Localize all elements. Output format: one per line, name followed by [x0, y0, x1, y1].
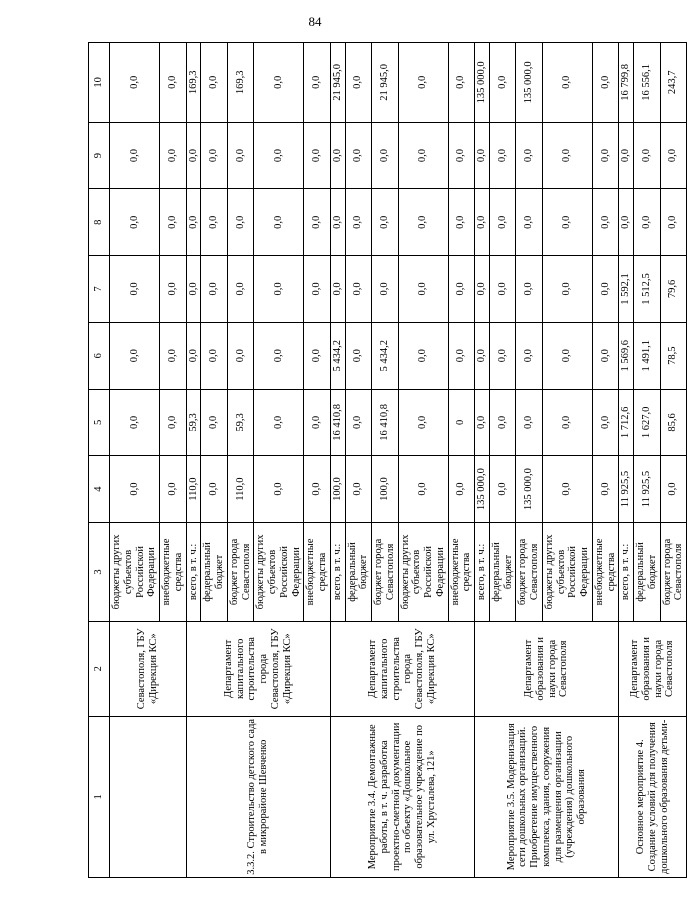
measure-name-cell — [110, 716, 187, 877]
funding-source-cell: всего, в т. ч.: — [475, 522, 490, 621]
col-header: 1 — [89, 716, 110, 877]
value-cell: 0,0 — [304, 189, 331, 256]
value-cell: 5 434,2 — [330, 322, 345, 389]
value-cell: 79,6 — [660, 256, 687, 323]
value-cell: 1 627,0 — [634, 389, 661, 456]
value-cell: 0,0 — [448, 322, 475, 389]
value-cell: 0,0 — [110, 256, 160, 323]
value-cell: 0,0 — [489, 189, 516, 256]
value-cell: 1 512,5 — [634, 256, 661, 323]
value-cell: 0,0 — [489, 256, 516, 323]
value-cell: 0,0 — [345, 322, 372, 389]
header-row — [89, 43, 110, 878]
page-number: 84 — [308, 14, 322, 29]
budget-table — [88, 42, 687, 878]
value-cell: 11 925,5 — [619, 456, 634, 523]
value-cell: 16 799,8 — [619, 43, 634, 123]
executor-cell: Департамент капитального строительства города Севастополя, ГБУ «Дирекция КС» — [330, 621, 474, 716]
value-cell: 169,3 — [227, 43, 254, 123]
value-cell: 0,0 — [592, 122, 619, 189]
value-cell: 0,0 — [448, 43, 475, 123]
value-cell: 0,0 — [160, 322, 187, 389]
value-cell: 0,0 — [448, 456, 475, 523]
col-header: 10 — [89, 43, 110, 123]
value-cell: 0,0 — [186, 189, 201, 256]
col-header: 3 — [89, 522, 110, 621]
value-cell: 0,0 — [254, 456, 304, 523]
value-cell: 0,0 — [330, 122, 345, 189]
value-cell: 100,0 — [330, 456, 345, 523]
value-cell: 0,0 — [592, 189, 619, 256]
executor-cell: Департамент образования и науки города Севастополя — [475, 621, 619, 716]
value-cell: 0,0 — [201, 389, 228, 456]
value-cell: 16 410,8 — [372, 389, 399, 456]
value-cell: 0,0 — [227, 322, 254, 389]
funding-source-cell: бюджет города Севастополя — [372, 522, 399, 621]
value-cell: 0,0 — [201, 322, 228, 389]
funding-source-cell: бюджет города Севастополя — [516, 522, 543, 621]
col-header: 6 — [89, 322, 110, 389]
value-cell: 0,0 — [304, 122, 331, 189]
value-cell: 0,0 — [304, 456, 331, 523]
value-cell: 0,0 — [110, 189, 160, 256]
value-cell: 0,0 — [516, 189, 543, 256]
value-cell: 243,7 — [660, 43, 687, 123]
value-cell: 0,0 — [254, 322, 304, 389]
value-cell: 0,0 — [592, 389, 619, 456]
table-row — [186, 43, 201, 878]
value-cell: 16 410,8 — [330, 389, 345, 456]
value-cell: 0,0 — [345, 122, 372, 189]
value-cell: 0,0 — [592, 43, 619, 123]
value-cell: 1 569,6 — [619, 322, 634, 389]
value-cell: 0,0 — [516, 122, 543, 189]
value-cell: 0,0 — [254, 122, 304, 189]
executor-cell: Департамент образования и науки города Севастополя — [619, 621, 687, 716]
value-cell: 110,0 — [227, 456, 254, 523]
value-cell: 0,0 — [448, 122, 475, 189]
value-cell: 0,0 — [398, 389, 448, 456]
funding-source-cell: федеральный бюджет — [489, 522, 516, 621]
value-cell: 1 592,1 — [619, 256, 634, 323]
value-cell: 0,0 — [398, 122, 448, 189]
value-cell: 0,0 — [201, 43, 228, 123]
value-cell: 0,0 — [372, 256, 399, 323]
value-cell: 0,0 — [542, 122, 592, 189]
value-cell: 0,0 — [516, 256, 543, 323]
value-cell: 0,0 — [542, 322, 592, 389]
value-cell: 0,0 — [201, 456, 228, 523]
value-cell: 0,0 — [160, 122, 187, 189]
value-cell: 0,0 — [475, 189, 490, 256]
value-cell: 0,0 — [475, 256, 490, 323]
col-header: 5 — [89, 389, 110, 456]
value-cell: 0,0 — [398, 322, 448, 389]
funding-source-cell: бюджет города Севастополя — [660, 522, 687, 621]
value-cell: 0,0 — [489, 122, 516, 189]
value-cell: 78,5 — [660, 322, 687, 389]
funding-source-cell: всего, в т. ч.: — [186, 522, 201, 621]
funding-source-cell: бюджеты других субъектов Российской Федерации — [542, 522, 592, 621]
value-cell: 0,0 — [660, 122, 687, 189]
value-cell: 0,0 — [592, 256, 619, 323]
value-cell: 0,0 — [330, 256, 345, 323]
value-cell: 21 945,0 — [330, 43, 345, 123]
value-cell: 0,0 — [592, 322, 619, 389]
value-cell: 0,0 — [304, 256, 331, 323]
funding-source-cell: всего, в т. ч.: — [330, 522, 345, 621]
value-cell: 0,0 — [304, 389, 331, 456]
value-cell: 0,0 — [619, 189, 634, 256]
col-header: 8 — [89, 189, 110, 256]
table-row — [330, 43, 345, 878]
value-cell: 0,0 — [542, 189, 592, 256]
value-cell: 0,0 — [186, 122, 201, 189]
value-cell: 0,0 — [110, 322, 160, 389]
value-cell: 0,0 — [516, 322, 543, 389]
value-cell: 0,0 — [516, 389, 543, 456]
value-cell: 5 434,2 — [372, 322, 399, 389]
value-cell: 0,0 — [448, 256, 475, 323]
value-cell: 0,0 — [372, 189, 399, 256]
value-cell: 135 000,0 — [475, 43, 490, 123]
value-cell: 0,0 — [201, 256, 228, 323]
value-cell: 0,0 — [398, 256, 448, 323]
funding-source-cell: внебюджетные средства — [448, 522, 475, 621]
value-cell: 0,0 — [227, 256, 254, 323]
value-cell: 0,0 — [254, 43, 304, 123]
value-cell: 0,0 — [254, 256, 304, 323]
value-cell: 0,0 — [345, 43, 372, 123]
value-cell: 0,0 — [489, 43, 516, 123]
value-cell: 0,0 — [227, 122, 254, 189]
rotated-table-container — [88, 42, 685, 878]
value-cell: 11 925,5 — [634, 456, 661, 523]
executor-cell: Севастополя, ГБУ «Дирекция КС» — [110, 621, 187, 716]
value-cell: 0,0 — [110, 389, 160, 456]
value-cell: 0,0 — [160, 43, 187, 123]
value-cell: 1 491,1 — [634, 322, 661, 389]
value-cell: 0,0 — [619, 122, 634, 189]
table-body — [110, 43, 687, 878]
value-cell: 0,0 — [227, 189, 254, 256]
value-cell: 0,0 — [110, 456, 160, 523]
value-cell: 135 000,0 — [516, 456, 543, 523]
funding-source-cell: внебюджетные средства — [160, 522, 187, 621]
executor-cell: Департамент капитального строительства города Севастополя, ГБУ «Дирекция КС» — [186, 621, 330, 716]
value-cell: 0,0 — [542, 256, 592, 323]
table-row — [475, 43, 490, 878]
table-row — [619, 43, 634, 878]
value-cell: 0,0 — [254, 189, 304, 256]
value-cell: 0,0 — [160, 389, 187, 456]
value-cell: 0,0 — [660, 189, 687, 256]
value-cell: 16 556,1 — [634, 43, 661, 123]
value-cell: 0,0 — [345, 456, 372, 523]
value-cell: 0,0 — [345, 189, 372, 256]
value-cell: 0 — [448, 389, 475, 456]
value-cell: 0,0 — [201, 122, 228, 189]
funding-source-cell: федеральный бюджет — [345, 522, 372, 621]
value-cell: 0,0 — [345, 389, 372, 456]
value-cell: 169,3 — [186, 43, 201, 123]
measure-name-cell: Мероприятие 3.4. Демонтажные работы, в т. ч. разработка проектно-сметной документации по объекту «Дошкольное образовательное учреждение по ул. Хрусталева, 121» — [330, 716, 474, 877]
value-cell: 0,0 — [110, 43, 160, 123]
value-cell: 0,0 — [634, 189, 661, 256]
funding-source-cell: внебюджетные средства — [592, 522, 619, 621]
value-cell: 0,0 — [489, 322, 516, 389]
value-cell: 0,0 — [475, 322, 490, 389]
value-cell: 100,0 — [372, 456, 399, 523]
funding-source-cell: внебюджетные средства — [304, 522, 331, 621]
value-cell: 0,0 — [398, 456, 448, 523]
value-cell: 0,0 — [398, 189, 448, 256]
value-cell: 59,3 — [227, 389, 254, 456]
value-cell: 0,0 — [542, 43, 592, 123]
value-cell: 135 000,0 — [475, 456, 490, 523]
funding-source-cell: бюджеты других субъектов Российской Федерации — [398, 522, 448, 621]
measure-name-cell: 3.3.2. Строительство детского сада в микрорайоне Шевченко — [186, 716, 330, 877]
measure-name-cell: Мероприятие 3.5. Модернизация сети дошкольных организаций. Приобретение имущественного комплекса, здания, сооружения для размещения организации (учреждения) дошкольного образования — [475, 716, 619, 877]
col-header: 4 — [89, 456, 110, 523]
funding-source-cell: бюджет города Севастополя — [227, 522, 254, 621]
funding-source-cell: бюджеты других субъектов Российской Федерации — [254, 522, 304, 621]
value-cell: 0,0 — [592, 456, 619, 523]
value-cell: 110,0 — [186, 456, 201, 523]
value-cell: 0,0 — [448, 189, 475, 256]
value-cell: 0,0 — [160, 256, 187, 323]
value-cell: 85,6 — [660, 389, 687, 456]
value-cell: 0,0 — [660, 456, 687, 523]
value-cell: 0,0 — [475, 389, 490, 456]
value-cell: 0,0 — [489, 389, 516, 456]
col-header: 9 — [89, 122, 110, 189]
value-cell: 0,0 — [489, 456, 516, 523]
value-cell: 0,0 — [398, 43, 448, 123]
value-cell: 0,0 — [254, 389, 304, 456]
value-cell: 59,3 — [186, 389, 201, 456]
value-cell: 0,0 — [475, 122, 490, 189]
value-cell: 0,0 — [110, 122, 160, 189]
value-cell: 21 945,0 — [372, 43, 399, 123]
col-header: 7 — [89, 256, 110, 323]
value-cell: 0,0 — [186, 256, 201, 323]
funding-source-cell: федеральный бюджет — [634, 522, 661, 621]
value-cell: 0,0 — [345, 256, 372, 323]
table-row — [110, 43, 160, 878]
value-cell: 0,0 — [304, 43, 331, 123]
measure-name-cell: Основное мероприятие 4. Создание условий для получения дошкольного образования детьми- — [619, 716, 687, 877]
value-cell: 0,0 — [201, 189, 228, 256]
value-cell: 0,0 — [160, 456, 187, 523]
value-cell: 0,0 — [634, 122, 661, 189]
value-cell: 1 712,6 — [619, 389, 634, 456]
value-cell: 0,0 — [160, 189, 187, 256]
col-header: 2 — [89, 621, 110, 716]
funding-source-cell: федеральный бюджет — [201, 522, 228, 621]
value-cell: 0,0 — [542, 389, 592, 456]
funding-source-cell: всего, в т. ч.: — [619, 522, 634, 621]
value-cell: 0,0 — [372, 122, 399, 189]
funding-source-cell: бюджеты других субъектов Российской Федерации — [110, 522, 160, 621]
value-cell: 0,0 — [542, 456, 592, 523]
value-cell: 0,0 — [330, 189, 345, 256]
value-cell: 0,0 — [304, 322, 331, 389]
value-cell: 135 000,0 — [516, 43, 543, 123]
value-cell: 0,0 — [186, 322, 201, 389]
